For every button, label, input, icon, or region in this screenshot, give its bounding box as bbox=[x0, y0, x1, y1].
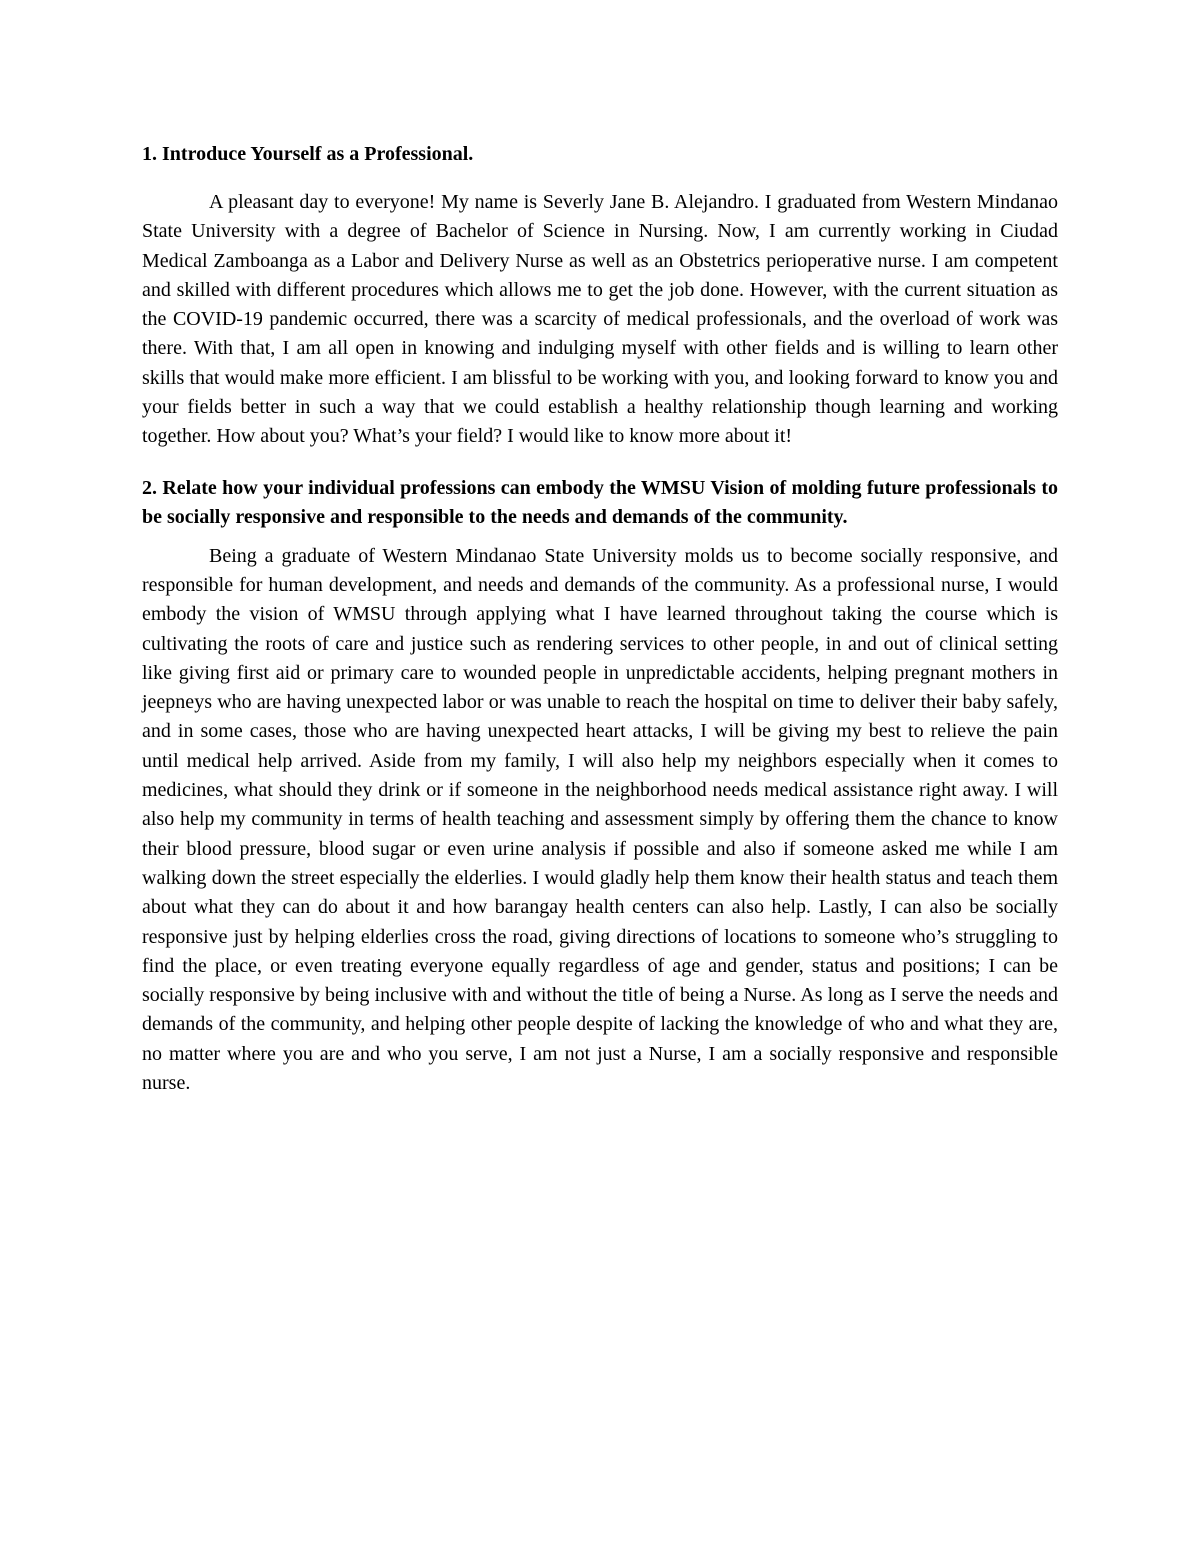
section-1-paragraph: A pleasant day to everyone! My name is Severly Jane B. Alejandro. I graduated from Western Mindanao State University with a degree of Bachelor of Science in Nursing. Now, I am currently working in Ciudad Medical Zamboanga as a Labor and Delivery Nurse as well as an Obstetrics perioperative nurse. I am competent and skilled with different procedures which allows me to get the job done. However, with the current situation as the COVID-19 pandemic occurred, there was a scarcity of medical professionals, and the overload of work was there. With that, I am all open in knowing and indulging myself with other fields and is willing to learn other skills that would make more efficient. I am blissful to be working with you, and looking forward to know you and your fields better in such a way that we could establish a healthy relationship though learning and working together. How about you? What’s your field? I would like to know more about it! bbox=[142, 191, 1058, 448]
section-1-heading: 1. Introduce Yourself as a Professional. bbox=[142, 143, 474, 165]
section-2-paragraph: Being a graduate of Western Mindanao State University molds us to become socially responsive, and responsible for human development, and needs and demands of the community. As a professional nurse, I would embody the vision of WMSU through applying what I have learned throughout taking the course which is cultivating the roots of care and justice such as rendering services to other people, in and out of clinical setting like giving first aid or primary care to wounded people in unpredictable accidents, helping pregnant mothers in jeepneys who are having unexpected labor or was unable to reach the hospital on time to deliver their baby safely, and in some cases, those who are having unexpected heart attacks, I will be giving my best to relieve the pain until medical help arrived. Aside from my family, I will also help my neighbors especially when it comes to medicines, what should they drink or if someone in the neighborhood needs medical assistance right away. I will also help my community in terms of health teaching and assessment simply by offering them the chance to know their blood pressure, blood sugar or even urine analysis if possible and also if someone asked me while I am walking down the street especially the elderlies. I would gladly help them know their health status and teach them about what they can do about it and how barangay health centers can also help. Lastly, I can also be socially responsive just by helping elderlies cross the road, giving directions of locations to someone who’s struggling to find the place, or even treating everyone equally regardless of age and gender, status and positions; I can be socially responsive by being inclusive with and without the title of being a Nurse. As long as I serve the needs and demands of the community, and helping other people despite of lacking the knowledge of who and what they are, no matter where you are and who you serve, I am not just a Nurse, I am a socially responsive and responsible nurse. bbox=[142, 544, 1058, 1095]
document-body bbox=[142, 140, 1058, 1098]
section-2-heading: 2. Relate how your individual professions can embody the WMSU Vision of molding future professionals to be socially responsive and responsible to the needs and demands of the community. bbox=[142, 476, 1058, 528]
